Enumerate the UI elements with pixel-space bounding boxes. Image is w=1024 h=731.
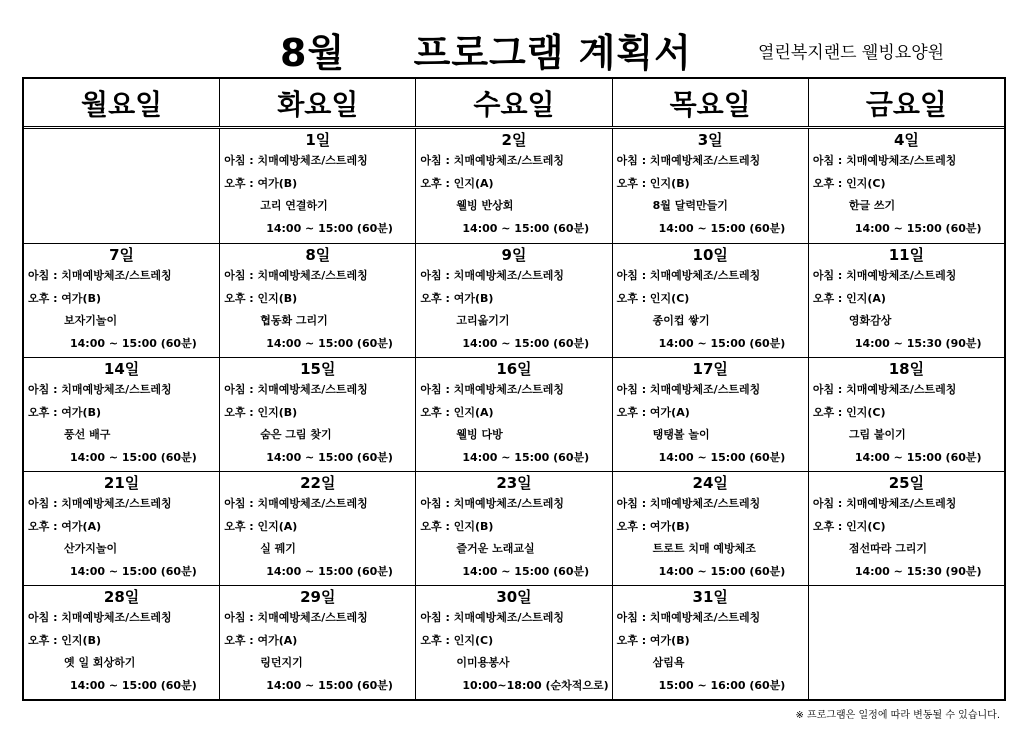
time-range: 14:00 ~ 15:00 (60분)	[70, 336, 197, 350]
week-row	[24, 471, 1004, 585]
day-number: 3일	[697, 131, 723, 149]
afternoon-program: 오후 : 인지(A)	[420, 176, 494, 190]
activity-name: 이미용봉사	[456, 656, 510, 669]
afternoon-program: 오후 : 여가(B)	[28, 405, 102, 419]
afternoon-program: 오후 : 인지(B)	[616, 176, 690, 190]
week-row	[24, 357, 1004, 471]
day-number: 29일	[300, 588, 336, 606]
time-range: 14:00 ~ 15:00 (60분)	[462, 450, 590, 464]
time-range: 14:00 ~ 15:00 (60분)	[658, 450, 786, 464]
activity-name: 링던지기	[260, 656, 303, 669]
morning-program: 아침 : 치매예방체조/스트레칭	[812, 383, 957, 396]
weekday-header-tue: 화요일	[219, 79, 415, 126]
activity-name: 고리 연결하기	[260, 199, 328, 212]
day-number: 24일	[692, 474, 728, 492]
morning-program: 아침 : 치매예방체조/스트레칭	[28, 497, 172, 510]
activity-name: 협동화 그리기	[260, 314, 328, 327]
time-range: 14:00 ~ 15:00 (60분)	[658, 564, 786, 578]
time-range: 14:00 ~ 15:00 (60분)	[854, 221, 982, 235]
time-range: 14:00 ~ 15:30 (90분)	[854, 564, 982, 578]
morning-program: 아침 : 치매예방체조/스트레칭	[616, 383, 761, 396]
morning-program: 아침 : 치매예방체조/스트레칭	[420, 154, 564, 167]
time-range: 14:00 ~ 15:00 (60분)	[266, 221, 393, 235]
day-number: 14일	[103, 360, 140, 378]
day-cell	[415, 129, 611, 243]
morning-program: 아침 : 치매예방체조/스트레칭	[616, 611, 761, 624]
morning-program: 아침 : 치매예방체조/스트레칭	[224, 611, 368, 624]
activity-name: 한글 쓰기	[848, 199, 896, 212]
time-range: 14:00 ~ 15:30 (90분)	[854, 336, 982, 350]
activity-name: 탱탱볼 놀이	[652, 428, 710, 441]
time-range: 14:00 ~ 15:00 (60분)	[266, 678, 393, 692]
afternoon-program: 오후 : 여가(A)	[616, 405, 690, 419]
footer-note: ※ 프로그램은 일정에 따라 변동될 수 있습니다.	[795, 710, 1000, 721]
afternoon-program: 오후 : 인지(B)	[420, 519, 494, 533]
day-number: 4일	[893, 131, 919, 149]
activity-name: 실 꿰기	[260, 542, 296, 555]
day-cell	[415, 472, 611, 585]
day-cell	[219, 358, 415, 471]
afternoon-program: 오후 : 인지(A)	[224, 519, 298, 533]
day-number: 10일	[692, 246, 728, 264]
afternoon-program: 오후 : 인지(A)	[420, 405, 494, 419]
afternoon-program: 오후 : 인지(C)	[420, 633, 494, 647]
day-cell	[612, 129, 808, 243]
afternoon-program: 오후 : 여가(B)	[616, 633, 690, 647]
morning-program: 아침 : 치매예방체조/스트레칭	[224, 154, 368, 167]
activity-name: 숨은 그림 찾기	[260, 428, 332, 441]
morning-program: 아침 : 치매예방체조/스트레칭	[28, 269, 172, 282]
day-cell	[612, 472, 808, 585]
afternoon-program: 오후 : 여가(B)	[28, 291, 102, 305]
activity-name: 그림 붙이기	[848, 428, 906, 441]
afternoon-program: 오후 : 여가(A)	[28, 519, 102, 533]
weekday-header-wed: 수요일	[415, 79, 611, 126]
time-range: 14:00 ~ 15:00 (60분)	[70, 564, 197, 578]
day-number: 30일	[496, 588, 532, 606]
morning-program: 아침 : 치매예방체조/스트레칭	[616, 497, 761, 510]
day-cell	[219, 586, 415, 699]
weekday-header-fri: 금요일	[808, 79, 1004, 126]
morning-program: 아침 : 치매예방체조/스트레칭	[420, 269, 564, 282]
afternoon-program: 오후 : 인지(C)	[812, 519, 886, 533]
day-number: 18일	[888, 360, 925, 378]
afternoon-program: 오후 : 인지(C)	[812, 405, 886, 419]
day-cell	[415, 244, 611, 357]
morning-program: 아침 : 치매예방체조/스트레칭	[420, 611, 564, 624]
time-range: 14:00 ~ 15:00 (60분)	[462, 221, 590, 235]
day-cell	[219, 129, 415, 243]
day-number: 22일	[300, 474, 336, 492]
activity-name: 점선따라 그리기	[848, 542, 928, 555]
title-text: 프로그램 계획서	[413, 31, 692, 75]
time-range: 14:00 ~ 15:00 (60분)	[658, 221, 786, 235]
day-number: 25일	[888, 474, 925, 492]
afternoon-program: 오후 : 여가(A)	[224, 633, 298, 647]
day-cell	[415, 586, 611, 699]
day-number: 11일	[888, 246, 925, 264]
calendar-table	[22, 77, 1006, 701]
week-row	[24, 243, 1004, 357]
activity-name: 영화감상	[848, 314, 892, 327]
day-cell	[415, 358, 611, 471]
day-cell	[612, 358, 808, 471]
day-cell	[24, 244, 219, 357]
afternoon-program: 오후 : 여가(B)	[616, 519, 690, 533]
day-number: 31일	[692, 588, 728, 606]
page-title	[280, 22, 750, 78]
morning-program: 아침 : 치매예방체조/스트레칭	[28, 611, 172, 624]
morning-program: 아침 : 치매예방체조/스트레칭	[224, 497, 368, 510]
day-number: 28일	[103, 588, 140, 606]
time-range: 14:00 ~ 15:00 (60분)	[266, 336, 393, 350]
morning-program: 아침 : 치매예방체조/스트레칭	[616, 154, 761, 167]
time-range: 14:00 ~ 15:00 (60분)	[266, 450, 393, 464]
day-number: 2일	[501, 131, 527, 149]
day-cell	[219, 244, 415, 357]
day-cell	[24, 586, 219, 699]
day-cell	[808, 129, 1004, 243]
morning-program: 아침 : 치매예방체조/스트레칭	[420, 383, 564, 396]
title-month: 8월	[280, 31, 346, 75]
day-number: 21일	[103, 474, 140, 492]
day-cell	[808, 244, 1004, 357]
day-number: 8일	[305, 246, 331, 264]
activity-name: 종이컵 쌓기	[652, 314, 710, 327]
activity-name: 옛 일 회상하기	[64, 656, 136, 669]
day-cell	[808, 586, 1004, 699]
morning-program: 아침 : 치매예방체조/스트레칭	[28, 383, 172, 396]
day-number: 1일	[305, 131, 331, 149]
week-row	[24, 585, 1004, 699]
calendar-body	[24, 129, 1004, 699]
activity-name: 트로트 치매 예방체조	[652, 542, 756, 555]
activity-name: 8월 달력만들기	[652, 199, 728, 212]
day-cell	[612, 244, 808, 357]
morning-program: 아침 : 치매예방체조/스트레칭	[812, 497, 957, 510]
weekday-header-thu: 목요일	[612, 79, 808, 126]
morning-program: 아침 : 치매예방체조/스트레칭	[420, 497, 564, 510]
day-number: 9일	[501, 246, 527, 264]
time-range: 14:00 ~ 15:00 (60분)	[70, 678, 197, 692]
day-cell	[219, 472, 415, 585]
morning-program: 아침 : 치매예방체조/스트레칭	[224, 383, 368, 396]
activity-name: 풍선 배구	[64, 428, 111, 441]
day-cell	[612, 586, 808, 699]
morning-program: 아침 : 치매예방체조/스트레칭	[812, 269, 957, 282]
afternoon-program: 오후 : 인지(B)	[224, 405, 298, 419]
activity-name: 고리옮기기	[456, 314, 510, 327]
day-number: 16일	[496, 360, 532, 378]
time-range: 14:00 ~ 15:00 (60분)	[854, 450, 982, 464]
activity-name: 즐거운 노래교실	[456, 542, 535, 555]
weekday-header-mon: 월요일	[81, 87, 163, 121]
organization-name: 열린복지랜드 웰빙요양원	[758, 43, 945, 63]
morning-program: 아침 : 치매예방체조/스트레칭	[224, 269, 368, 282]
afternoon-program: 오후 : 인지(B)	[224, 291, 298, 305]
week-row	[24, 129, 1004, 243]
afternoon-program: 오후 : 인지(C)	[812, 176, 886, 190]
afternoon-program: 오후 : 여가(B)	[224, 176, 298, 190]
day-number: 23일	[496, 474, 532, 492]
day-cell	[808, 472, 1004, 585]
activity-name: 산가지놀이	[64, 542, 118, 555]
time-range: 14:00 ~ 15:00 (60분)	[462, 564, 590, 578]
day-number: 7일	[109, 246, 135, 264]
morning-program: 아침 : 치매예방체조/스트레칭	[812, 154, 957, 167]
activity-name: 보자기놀이	[64, 314, 118, 327]
morning-program: 아침 : 치매예방체조/스트레칭	[616, 269, 761, 282]
afternoon-program: 오후 : 인지(A)	[812, 291, 886, 305]
day-number: 15일	[300, 360, 336, 378]
weekday-header-row	[24, 79, 1004, 129]
time-range: 14:00 ~ 15:00 (60분)	[70, 450, 197, 464]
time-range: 15:00 ~ 16:00 (60분)	[658, 678, 786, 692]
time-range: 14:00 ~ 15:00 (60분)	[462, 336, 590, 350]
day-cell	[24, 129, 219, 243]
activity-name: 삼림욕	[652, 656, 685, 669]
day-cell	[24, 358, 219, 471]
activity-name: 웰빙 다방	[456, 428, 503, 441]
time-range: 14:00 ~ 15:00 (60분)	[266, 564, 393, 578]
activity-name: 웰빙 반상회	[456, 199, 514, 212]
day-cell	[24, 472, 219, 585]
afternoon-program: 오후 : 인지(B)	[28, 633, 102, 647]
day-number: 17일	[692, 360, 728, 378]
time-range: 14:00 ~ 15:00 (60분)	[658, 336, 786, 350]
time-range: 10:00~18:00 (순차적으로)	[462, 678, 609, 692]
afternoon-program: 오후 : 여가(B)	[420, 291, 494, 305]
day-cell	[808, 358, 1004, 471]
afternoon-program: 오후 : 인지(C)	[616, 291, 690, 305]
